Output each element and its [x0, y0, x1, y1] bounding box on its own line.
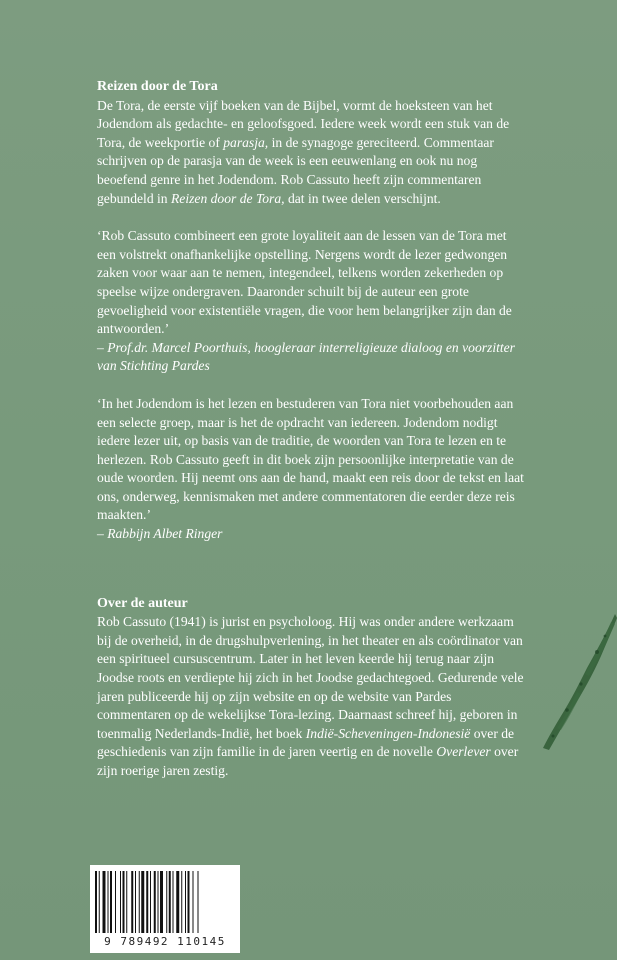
- cover-text: [97, 78, 527, 800]
- bio-text-c: over zijn roerige jaren zestig.: [97, 744, 519, 778]
- section-heading-auteur: Over de auteur: [97, 595, 188, 611]
- barcode-bar: [169, 871, 171, 933]
- barcode-bar: [123, 871, 125, 933]
- intro-text-a: De Tora, de eerste vijf boeken van de Bijbel, vormt de hoeksteen van het Jodendom als gedachte- en geloofsgoed. Iedere week wordt een stuk van de Tora, de weekportie of: [97, 97, 510, 150]
- quote-ringer: [97, 395, 527, 544]
- barcode-bar: [99, 871, 100, 933]
- barcode-bar: [146, 871, 148, 933]
- barcode-bar: [141, 871, 144, 933]
- barcode: [90, 865, 240, 953]
- barcode-bar: [120, 871, 121, 933]
- barcode-bar: [158, 871, 159, 933]
- quote-text: ‘In het Jodendom is het lezen en bestuderen van Tora niet voorbehouden aan een selecte groep, maar is het de opdracht van iedereen. Jodendom nodigt iedere lezer uit, op basis van de traditie, de woorden van Tora te lezen en te herlezen. Rob Cassuto geeft in dit boek zijn persoonlijke interpretatie van de oude woorden. Hij neemt ons aan de hand, maakt een reis door de tekst en laat ons, onderweg, kennismaken met andere commentatoren die eerder deze reis maakten.’: [97, 395, 524, 523]
- barcode-bar: [95, 871, 97, 933]
- brush-stroke-decoration: [537, 612, 617, 752]
- quote-poorthuis: [97, 227, 527, 376]
- bio-text-a: Rob Cassuto (1941) is jurist en psycholoog. Hij was onder andere werkzaam bij de overheid, in de drugshulpverlening, in het theater en als coördinator van een spiritueel cursuscentrum. Later in het leven keerde hij terug naar zijn Joodse roots en verdiepte hij zich in het Joodse gedachtegoed. Gedurende vele jaren publiceerde hij op zijn website en op de website van Pardes commentaren op de wekelijkse Tora-lezing. Daarnaast schreef hij, geboren in toenmalig Nederlands-Indië, het boek: [97, 614, 524, 741]
- barcode-bar: [103, 871, 106, 933]
- quote-text: ‘Rob Cassuto combineert een grote loyaliteit aan de lessen van de Tora met een volstrekt onafhankelijke opstelling. Nergens wordt de lezer gedwongen zaken voor waar aan te nemen, integendeel, telkens worden zekerheden op speelse wijze ondergraven. Daaronder schuilt bij de auteur een grote gevoeligheid voor existentiële vragen, die voor hem belangrijker zijn dan de antwoorden.’: [97, 228, 512, 337]
- barcode-bar: [198, 871, 199, 933]
- isbn-number: 9 789492 110145: [104, 935, 226, 948]
- intro-paragraph: [97, 97, 527, 209]
- author-bio: [97, 613, 527, 780]
- barcode-bar: [176, 871, 179, 933]
- barcode-bar: [131, 871, 133, 933]
- barcode-bars: [94, 871, 236, 933]
- barcode-bar: [139, 871, 140, 933]
- section-auteur: [97, 595, 527, 781]
- barcode-bar: [188, 871, 190, 933]
- barcode-bar: [126, 871, 127, 933]
- barcode-bar: [150, 871, 151, 933]
- barcode-bar: [110, 871, 112, 933]
- intro-text-b: in de synagoge gereciteerd. Commentaar schrijven op de parasja van de week is een eeuwenlang en ook nu nog beoefend genre in het Jodendom. Rob Cassuto heeft zijn commentaren gebundeld in: [97, 134, 494, 206]
- barcode-bar: [185, 871, 186, 933]
- quote-attribution: – Prof.dr. Marcel Poorthuis, hoogleraar interreligieuze dialoog en voorzitter van Stichting Pardes: [97, 339, 515, 374]
- spacer: [97, 563, 527, 595]
- intro-book-title: Reizen door de Tora,: [171, 190, 285, 206]
- barcode-bar: [173, 871, 174, 933]
- intro-text-c: dat in twee delen verschijnt.: [284, 190, 441, 206]
- bio-book-indie: Indië-Scheveningen-Indonesië: [305, 725, 471, 741]
- bio-text-b: over de geschiedenis van zijn familie in de jaren veertig en de novelle: [97, 725, 515, 760]
- intro-term-parasja: parasja,: [223, 134, 269, 150]
- section-reizen: [97, 78, 527, 208]
- bio-book-overlever: Overlever: [436, 744, 491, 760]
- barcode-bar: [160, 871, 163, 933]
- barcode-bar: [135, 871, 136, 933]
- barcode-bar: [181, 871, 182, 933]
- barcode-bar: [115, 871, 116, 933]
- barcode-bar: [166, 871, 167, 933]
- barcode-bar: [108, 871, 109, 933]
- section-heading-reizen: Reizen door de Tora: [97, 79, 218, 94]
- barcode-bar: [193, 871, 194, 933]
- quote-attribution: – Rabbijn Albet Ringer: [97, 526, 223, 542]
- barcode-bar: [154, 871, 156, 933]
